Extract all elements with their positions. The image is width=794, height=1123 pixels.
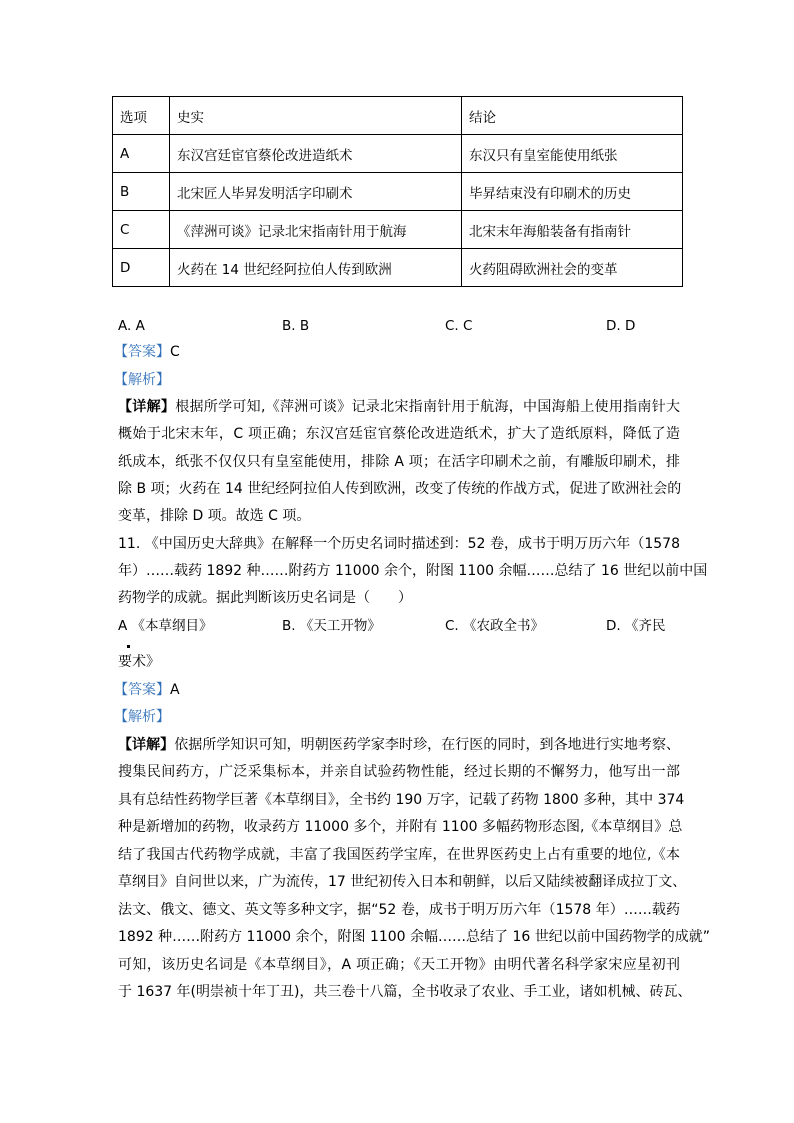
q10-detail-line: 除 B 项；火药在 14 世纪经阿拉伯人传到欧洲，改变了传统的作战方式，促进了欧洲社会的 <box>118 481 682 497</box>
cell-option: D <box>113 249 170 287</box>
emphasis-dot <box>127 645 130 648</box>
detail-text: 根据所学可知,《萍洲可谈》记录北宋指南针用于航海，中国海船上使用指南针大 <box>175 399 680 415</box>
detail-label: 【详解】 <box>118 399 176 415</box>
cell-option: C <box>113 211 170 249</box>
q10-detail-line: 概始于北宋末年，C 项正确；东汉宫廷宦官蔡伦改进造纸术，扩大了造纸原料，降低了造 <box>118 426 680 442</box>
header-conclusion: 结论 <box>462 97 683 135</box>
q11-option-c: C. 《农政全书》 <box>445 618 545 634</box>
q11-stem-line: 年）……载药 1892 种……附药方 11000 余个，附图 1100 余幅……总结了 16 世纪以前中国 <box>118 563 708 579</box>
q10-analysis-label: 【解析】 <box>114 372 170 388</box>
q11-stem-line: 药物学的成就。据此判断该历史名词是（ ） <box>118 590 412 606</box>
answer-label: 【答案】 <box>114 682 170 698</box>
q11-detail-line <box>118 735 680 755</box>
q10-answer <box>114 342 676 362</box>
q10-detail-line: 纸成本，纸张不仅仅只有皇室能使用，排除 A 项；在活字印刷术之前，有雕版印刷术，排 <box>118 454 680 470</box>
q11-stem-line: 11. 《中国历史大辞典》在解释一个历史名词时描述到：52 卷，成书于明万历六年（1578 <box>118 536 680 552</box>
q11-detail-line: 可知，该历史名词是《本草纲目》，A 项正确；《天工开物》由明代著名科学家宋应星初刊 <box>118 957 680 973</box>
q11-detail-line: 于 1637 年(明崇祯十年丁丑)，共三卷十八篇，全书收录了农业、手工业，诸如机械、砖瓦、 <box>118 984 692 1000</box>
table-row <box>113 211 683 249</box>
q11-detail-line: 法文、俄文、德文、英文等多种文字，据“52 卷，成书于明万历六年（1578 年）……载药 <box>118 902 680 918</box>
answer-value: C <box>170 344 180 360</box>
table-row <box>113 135 683 173</box>
q10-detail-line: 变革，排除 D 项。故选 C 项。 <box>118 508 311 524</box>
answer-value: A <box>170 682 180 698</box>
table-row <box>113 173 683 211</box>
q11-option-d: D. 《齐民 <box>606 618 666 634</box>
cell-fact: 北宋匠人毕昇发明活字印刷术 <box>170 173 462 211</box>
cell-conclusion: 东汉只有皇室能使用纸张 <box>462 135 683 173</box>
q10-option-d: D. D <box>606 318 636 334</box>
header-option: 选项 <box>113 97 170 135</box>
q11-option-a: A 《本草纲目》 <box>118 618 213 634</box>
cell-option: B <box>113 173 170 211</box>
answer-label: 【答案】 <box>114 344 170 360</box>
cell-fact: 火药在 14 世纪经阿拉伯人传到欧洲 <box>170 249 462 287</box>
table-header-row <box>113 97 683 135</box>
q11-detail-line: 搜集民间药方，广泛采集标本，并亲自试验药物性能，经过长期的不懈努力，他写出一部 <box>118 764 680 780</box>
cell-option: A <box>113 135 170 173</box>
detail-text: 依据所学知识可知，明朝医药学家李时珍，在行医的同时，到各地进行实地考察、 <box>174 737 681 753</box>
q10-option-b: B. B <box>282 318 310 334</box>
q11-detail-line: 结了我国古代药物学成就，丰富了我国医药学宝库，在世界医药史上占有重要的地位,《本 <box>118 847 680 863</box>
q11-detail-line: 1892 种……附药方 11000 余个，附图 1100 余幅……总结了 16 世纪以前中国药物学的成就” <box>118 929 711 945</box>
q11-detail-line: 草纲目》自问世以来，广为流传，17 世纪初传入日本和朝鲜，以后又陆续被翻译成拉丁文、 <box>118 874 687 890</box>
table-row <box>113 249 683 287</box>
q10-option-c: C. C <box>445 318 473 334</box>
q11-option-b: B. 《天工开物》 <box>282 618 381 634</box>
q11-answer <box>114 680 676 700</box>
q11-analysis-label: 【解析】 <box>114 709 170 725</box>
detail-label: 【详解】 <box>118 737 175 753</box>
q11-detail-line: 具有总结性药物学巨著《本草纲目》，全书约 190 万字，记载了药物 1800 多种，其中 374 <box>118 792 685 808</box>
cell-fact: 东汉宫廷宦官蔡伦改进造纸术 <box>170 135 462 173</box>
cell-conclusion: 毕昇结束没有印刷术的历史 <box>462 173 683 211</box>
cell-conclusion: 北宋末年海船装备有指南针 <box>462 211 683 249</box>
header-fact: 史实 <box>170 97 462 135</box>
history-facts-table <box>112 96 683 287</box>
cell-fact: 《萍洲可谈》记录北宋指南针用于航海 <box>170 211 462 249</box>
q10-option-a: A. A <box>118 318 145 334</box>
q10-detail-line <box>118 397 680 417</box>
q11-option-d-continued: 要术》 <box>118 654 160 670</box>
q11-detail-line: 种是新增加的药物，收录药方 11000 多个，并附有 1100 多幅药物形态图,《本草纲目》总 <box>118 819 683 835</box>
cell-conclusion: 火药阻碍欧洲社会的变革 <box>462 249 683 287</box>
